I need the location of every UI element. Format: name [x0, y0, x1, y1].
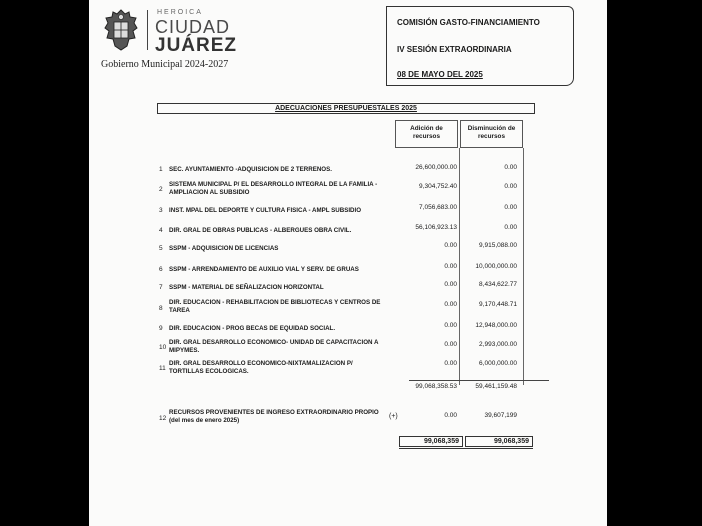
logo-heroica: HEROICA	[157, 9, 203, 16]
row-description: SSPM - ADQUISICION DE LICENCIAS	[169, 245, 279, 252]
row-reduction: 10,000,000.00	[475, 263, 517, 270]
row-description: SSPM - MATERIAL DE SEÑALIZACION HORIZONTAL	[169, 284, 324, 291]
row-number: 1	[159, 166, 163, 173]
row-addition: 0.00	[444, 341, 457, 348]
session-info-box	[386, 6, 574, 86]
row-number: 6	[159, 266, 163, 273]
row-reduction: 0.00	[504, 204, 517, 211]
subtotal-addition: 99,068,358.53	[415, 383, 457, 390]
government-label: Gobierno Municipal 2024-2027	[101, 59, 229, 70]
total-addition: 99,068,359	[399, 436, 463, 447]
subtotal-row	[409, 380, 549, 391]
row-number: 12	[159, 415, 167, 422]
row-description: DIR. GRAL DESARROLLO ECONOMICO-NIXTAMALIZACION P/ TORTILLAS ECOLOGICAS.	[169, 360, 353, 375]
row-number: 10	[159, 344, 167, 351]
column-header-reduction: Disminución de recursos	[460, 120, 523, 148]
row-reduction: 0.00	[504, 164, 517, 171]
row-reduction: 39,607,199	[484, 412, 517, 419]
row-addition: 0.00	[444, 412, 457, 419]
row-reduction: 9,170,448.71	[479, 301, 517, 308]
row-description: DIR. EDUCACION - REHABILITACION DE BIBLIOTECAS Y CENTROS DE TAREA	[169, 299, 381, 314]
row-addition: 0.00	[444, 322, 457, 329]
row-description: DIR. GRAL DE OBRAS PUBLICAS - ALBERGUES OBRA CIVIL.	[169, 227, 352, 234]
row-addition: 0.00	[444, 360, 457, 367]
row-description: SISTEMA MUNICIPAL P/ EL DESARROLLO INTEGRAL DE LA FAMILIA -AMPLIACION AL SUBSIDIO	[169, 181, 378, 196]
row-reduction: 8,434,622.77	[479, 281, 517, 288]
row-reduction: 9,915,088.00	[479, 242, 517, 249]
row-description: DIR. GRAL DESARROLLO ECONOMICO- UNIDAD DE CAPACITACION A MIPYMES.	[169, 339, 379, 354]
municipal-logo	[101, 6, 236, 68]
table-row	[89, 242, 607, 262]
table-row	[89, 180, 607, 200]
row-description: DIR. EDUCACION - PROG BECAS DE EQUIDAD SOCIAL.	[169, 325, 336, 332]
table-row	[89, 263, 607, 283]
row-number: 2	[159, 186, 163, 193]
row-addition: 56,106,923.13	[415, 224, 457, 231]
row-number: 9	[159, 325, 163, 332]
row-description: SEC. AYUNTAMIENTO -ADQUISICION DE 2 TERRENOS.	[169, 166, 332, 173]
row-addition: 0.00	[444, 263, 457, 270]
logo-juarez: JUÁREZ	[155, 35, 238, 56]
row-addition: 26,600,000.00	[415, 164, 457, 171]
table-row-extraordinary	[89, 408, 607, 428]
row-reduction: 0.00	[504, 183, 517, 190]
commission-title: COMISIÓN GASTO-FINANCIAMIENTO	[397, 18, 540, 27]
row-number: 8	[159, 305, 163, 312]
row-reduction: 2,993,000.00	[479, 341, 517, 348]
row-reduction: 12,948,000.00	[475, 322, 517, 329]
row-number: 3	[159, 207, 163, 214]
table-row	[89, 281, 607, 301]
row-reduction: 0.00	[504, 224, 517, 231]
row-addition: 9,304,752.40	[419, 183, 457, 190]
row-number: 11	[159, 365, 166, 372]
logo-divider	[147, 10, 148, 50]
row-reduction: 6,000,000.00	[479, 360, 517, 367]
row-addition: 7,056,683.00	[419, 204, 457, 211]
row-description: RECURSOS PROVENIENTES DE INGRESO EXTRAORDINARIO PROPIO (del mes de enero 2025)	[169, 409, 379, 424]
total-reduction: 99,068,359	[465, 436, 533, 447]
row-addition: 0.00	[444, 242, 457, 249]
total-double-underline	[399, 448, 533, 449]
session-title: IV SESIÓN EXTRAORDINARIA	[397, 45, 512, 54]
row-number: 5	[159, 245, 163, 252]
logo-ciudad: CIUDAD	[155, 17, 231, 37]
session-date: 08 DE MAYO DEL 2025	[397, 70, 483, 79]
table-row	[89, 299, 607, 319]
coat-of-arms-icon	[102, 8, 140, 52]
column-header-addition: Adición de recursos	[395, 120, 458, 148]
row-addition: 0.00	[444, 281, 457, 288]
table-row	[89, 339, 607, 359]
table-title-text: ADECUACIONES PRESUPUESTALES 2025	[275, 105, 417, 112]
row-number: 7	[159, 284, 163, 291]
table-title	[157, 103, 535, 114]
row-number: 4	[159, 227, 163, 234]
row-description: INST. MPAL DEL DEPORTE Y CULTURA FISICA - AMPL SUBSIDIO	[169, 207, 362, 214]
table-row	[89, 204, 607, 224]
row-addition: 0.00	[444, 301, 457, 308]
subtotal-reduction: 59,461,159.48	[475, 383, 517, 390]
table-row	[89, 360, 607, 380]
row-description: SSPM - ARRENDAMIENTO DE AUXILIO VIAL Y SERV. DE GRUAS	[169, 266, 359, 273]
plus-sign: (+)	[389, 413, 398, 420]
document-page	[89, 0, 607, 526]
table-row	[89, 224, 607, 244]
